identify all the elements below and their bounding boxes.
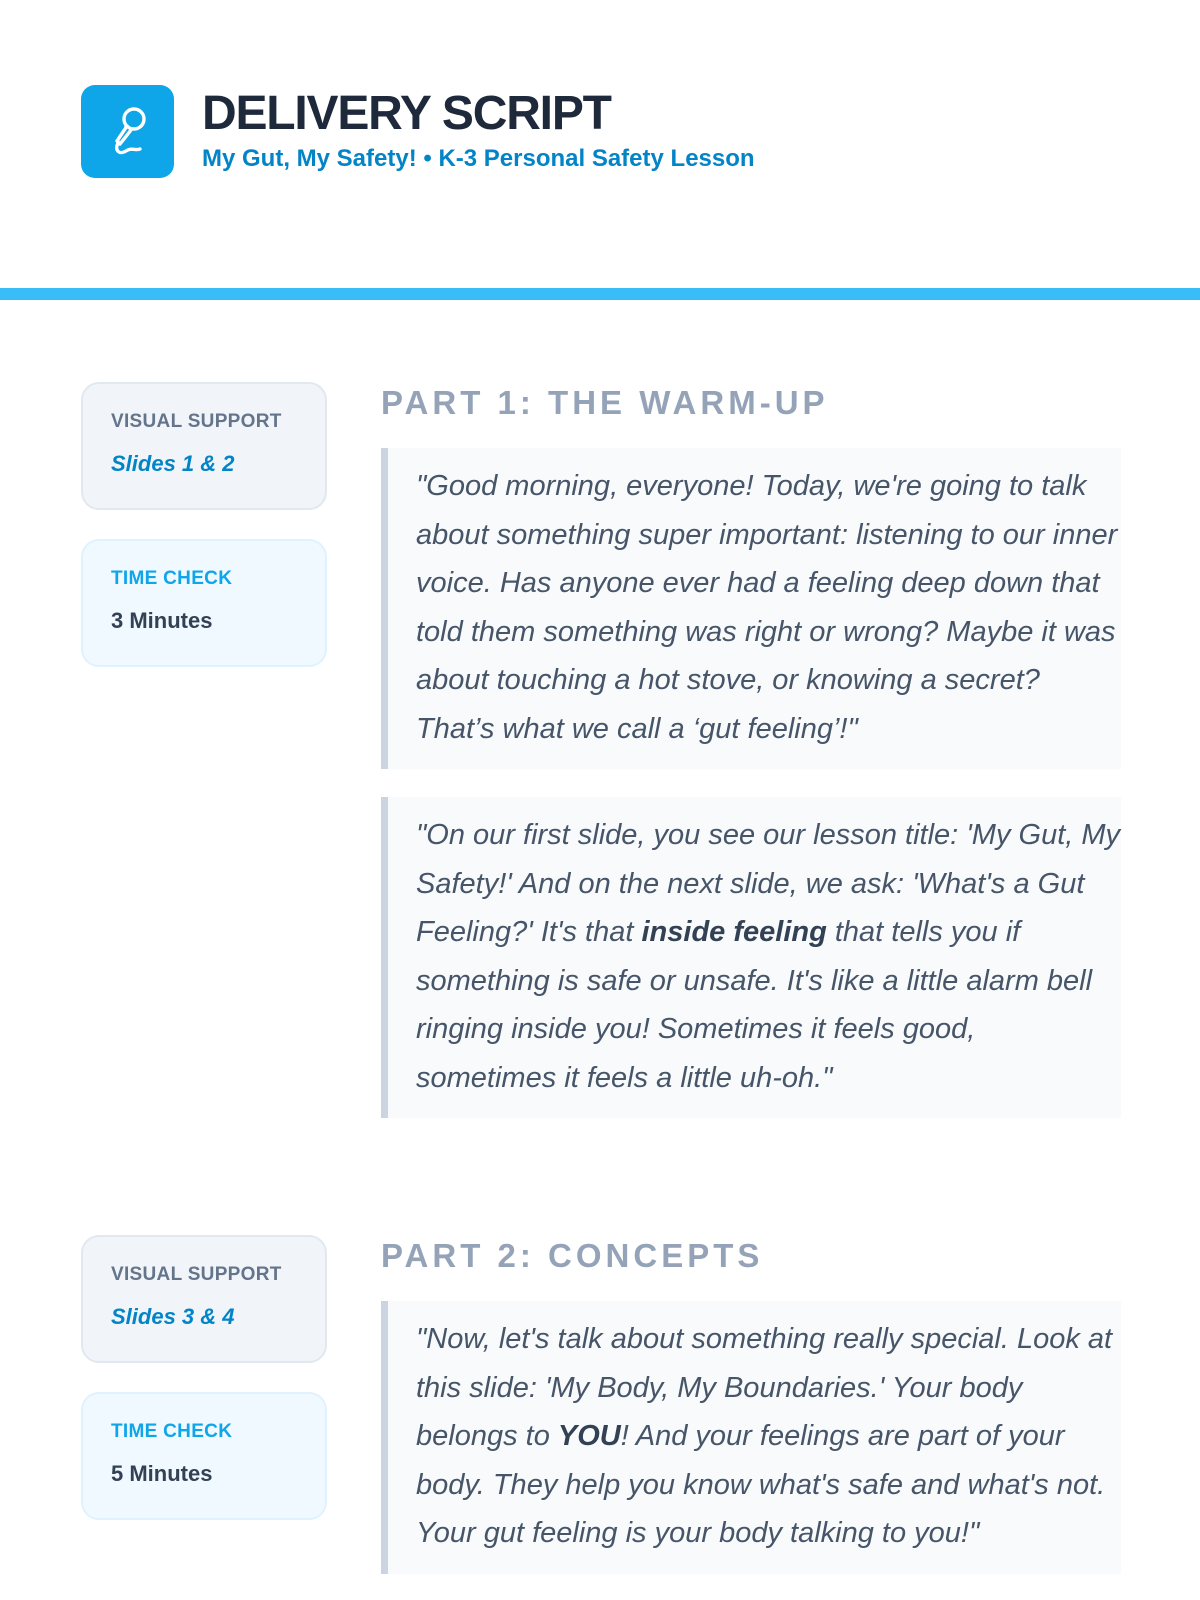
visual-support-value: Slides 3 & 4	[111, 1304, 235, 1329]
page-subtitle: My Gut, My Safety! • K-3 Personal Safety Lesson	[202, 145, 755, 172]
page-title: DELIVERY SCRIPT	[202, 87, 611, 140]
logo-badge	[81, 85, 174, 178]
time-check-label: TIME CHECK	[111, 1421, 233, 1442]
quote-text: "Good morning, everyone! Today, we're going to talk about something super important: listening to our inner voice. Has anyone ever had a feeling deep down that told them something was right or wrong? Maybe it was about touching a hot stove, or knowing a secret? That’s what we call a ‘gut feeling’!"	[416, 470, 1118, 745]
visual-support-card	[81, 382, 327, 510]
page-header	[81, 84, 755, 178]
section-content	[381, 1235, 1121, 1574]
quote-text: "On our first slide, you see our lesson title: 'My Gut, My Safety!' And on the next slide, we ask: 'What's a Gut Feeling?' It's that	[416, 819, 1121, 948]
script-quote	[381, 448, 1121, 769]
header-divider	[0, 288, 1200, 300]
quote-text: "Now, let's talk about something really special. Look at this slide: 'My Body, My Boundaries.' Your body belongs to	[416, 1323, 1113, 1452]
visual-support-label: VISUAL SUPPORT	[111, 1264, 282, 1285]
emphasis-text: inside feeling	[641, 916, 827, 948]
time-check-card	[81, 1392, 327, 1520]
section-sidebar	[81, 1235, 327, 1549]
part-heading: PART 2: CONCEPTS	[381, 1237, 764, 1274]
visual-support-value: Slides 1 & 2	[111, 451, 235, 476]
visual-support-card	[81, 1235, 327, 1363]
time-check-value: 3 Minutes	[111, 608, 213, 633]
quote-text: that tells you if something is safe or unsafe. It's like a little alarm bell ringing inside you! Sometimes it feels good, sometimes it feels a little uh-oh."	[416, 916, 1093, 1094]
quote-text: ! And your feelings are part of your body. They help you know what's safe and what's not. Your gut feeling is your body talking to you!"	[416, 1420, 1106, 1549]
time-check-card	[81, 539, 327, 667]
section-content	[381, 382, 1121, 1118]
time-check-label: TIME CHECK	[111, 568, 233, 589]
microphone-icon	[104, 103, 152, 159]
visual-support-label: VISUAL SUPPORT	[111, 411, 282, 432]
section-sidebar	[81, 382, 327, 696]
script-quote	[381, 797, 1121, 1118]
emphasis-text: YOU	[557, 1420, 621, 1452]
part-heading: PART 1: THE WARM-UP	[381, 384, 829, 421]
time-check-value: 5 Minutes	[111, 1461, 213, 1486]
script-quote	[381, 1301, 1121, 1574]
